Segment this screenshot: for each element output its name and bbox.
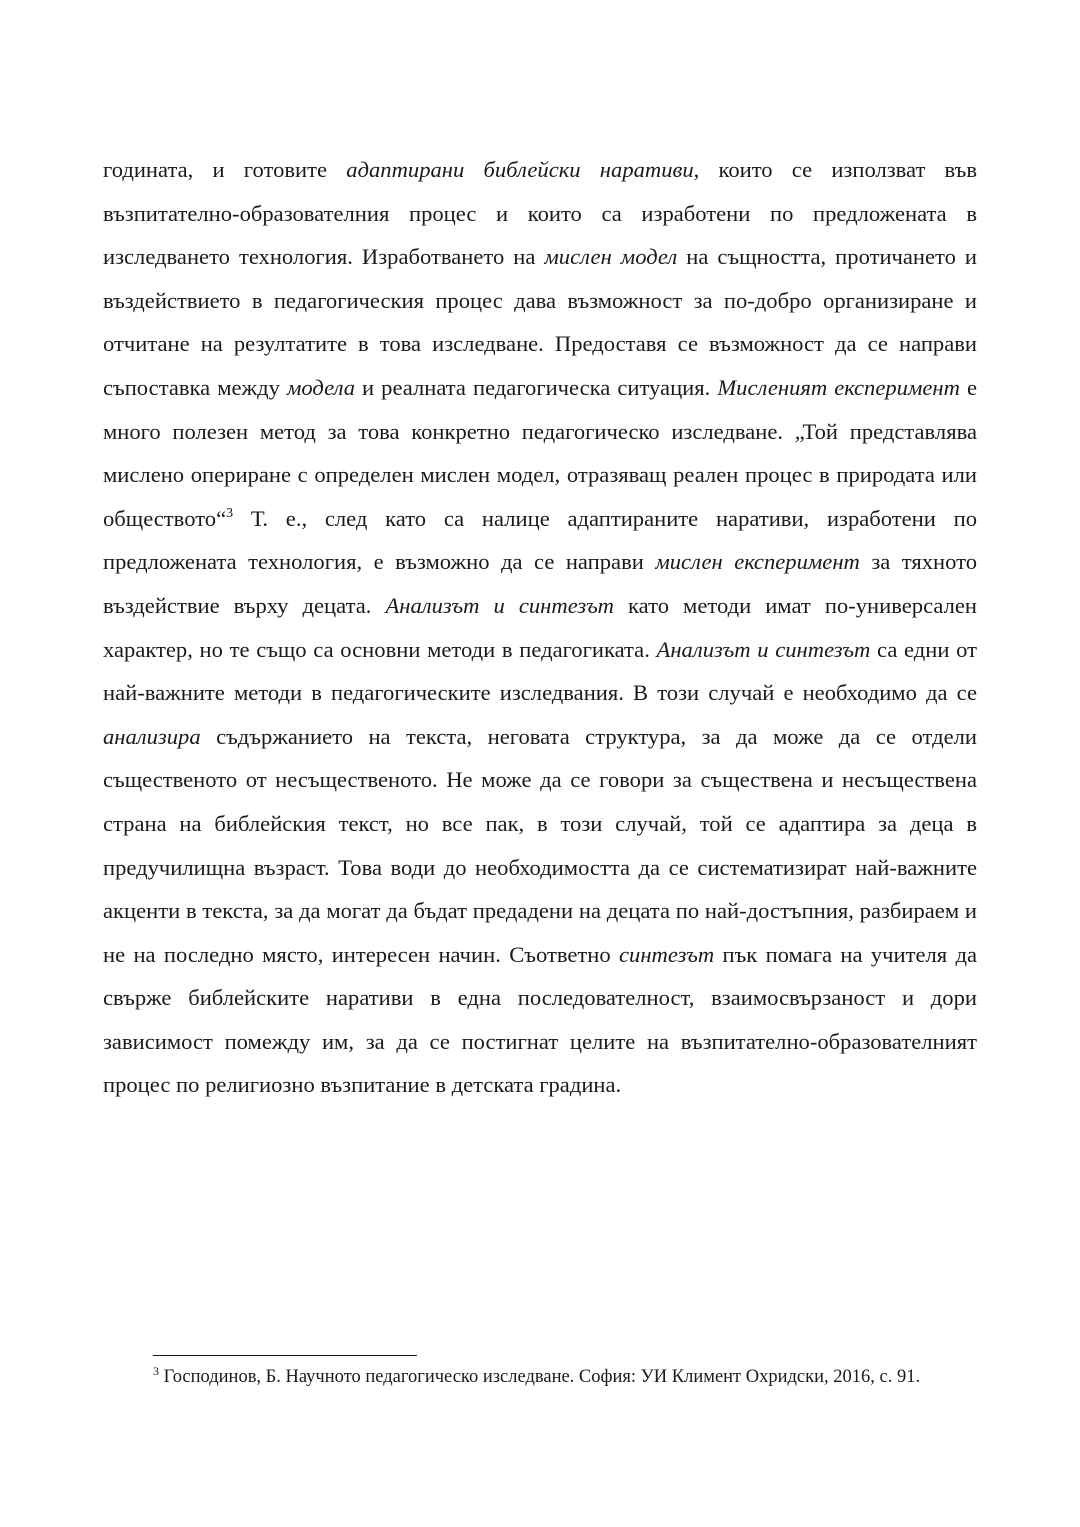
italic-term: Анализът и синтезът bbox=[385, 592, 614, 618]
text-run: са едни от най-важните методи в педагогическите изследвания. В този случай е необходимо да се bbox=[103, 636, 978, 706]
italic-term: Анализът и синтезът bbox=[656, 636, 871, 662]
footnote-number: 3 bbox=[153, 1364, 159, 1378]
text-run: за тяхното въздействие върху децата. bbox=[103, 549, 978, 618]
text-run: като методи имат по-универсален характер, но те също са основни методи в педагогиката. bbox=[103, 592, 977, 662]
footnote-text: Господинов, Б. Научното педагогическо изследване. София: УИ Климент Охридски, 2016, с. 91. bbox=[159, 1367, 921, 1387]
text-run: , които се използват във възпитателно-образователния процес и които са изработени по предложената в изследването технология. Изработването на bbox=[103, 157, 977, 270]
text-run: на същността, протичането и въздействието в педагогическия процес дава възможност за по-добро организиране и отчитане на резултатите в това изследване. Предоставя се възможност да се направи съпоставка между bbox=[103, 244, 978, 400]
italic-term: синтезът bbox=[619, 941, 715, 967]
body-paragraph bbox=[103, 148, 977, 1107]
italic-term: анализира bbox=[103, 723, 201, 749]
text-run: е много полезен метод за това конкретно педагогическо изследване. „Той представлява мислено опериране с определен мислен модел, отразяващ реален процес в природата или обществото“ bbox=[103, 374, 977, 531]
text-run: Т. е., след като са налице адаптираните наративи, изработени по предложената технология, е възможно да се направи bbox=[103, 505, 977, 575]
italic-term: мислен експеримент bbox=[655, 549, 860, 575]
footnote-separator bbox=[153, 1355, 417, 1356]
footnote bbox=[103, 1364, 977, 1390]
italic-term: адаптирани библейски наративи bbox=[346, 157, 694, 182]
italic-term: модела bbox=[286, 374, 355, 400]
footnote-reference[interactable]: 3 bbox=[226, 505, 234, 521]
italic-term: мислен модел bbox=[544, 244, 678, 270]
text-run: съдържанието на текста, неговата структура, за да може да се отдели същественото от несъщественото. Не може да се говори за съществена и несъществена страна на библейския текст, но все пак, в този случай, той се адаптира за деца в предучилищна възраст. Това води до необходимостта да се систематизират най-важните акценти в текста, за да могат да бъдат предадени на децата по най-достъпния, разбираем и не на последно място, интересен начин. Съответно bbox=[103, 723, 977, 967]
text-run: и реалната педагогическа ситуация. bbox=[355, 374, 718, 400]
text-run: годината, и готовите bbox=[103, 157, 347, 182]
text-run: пък помага на учителя да свърже библейските наративи в една последователност, взаимосвързаност и дори зависимост помежду им, за да се постигнат целите на възпитателно-образователният процес по религиозно възпитание в детската градина. bbox=[103, 941, 978, 1098]
italic-term: Мисленият експеримент bbox=[717, 374, 960, 400]
